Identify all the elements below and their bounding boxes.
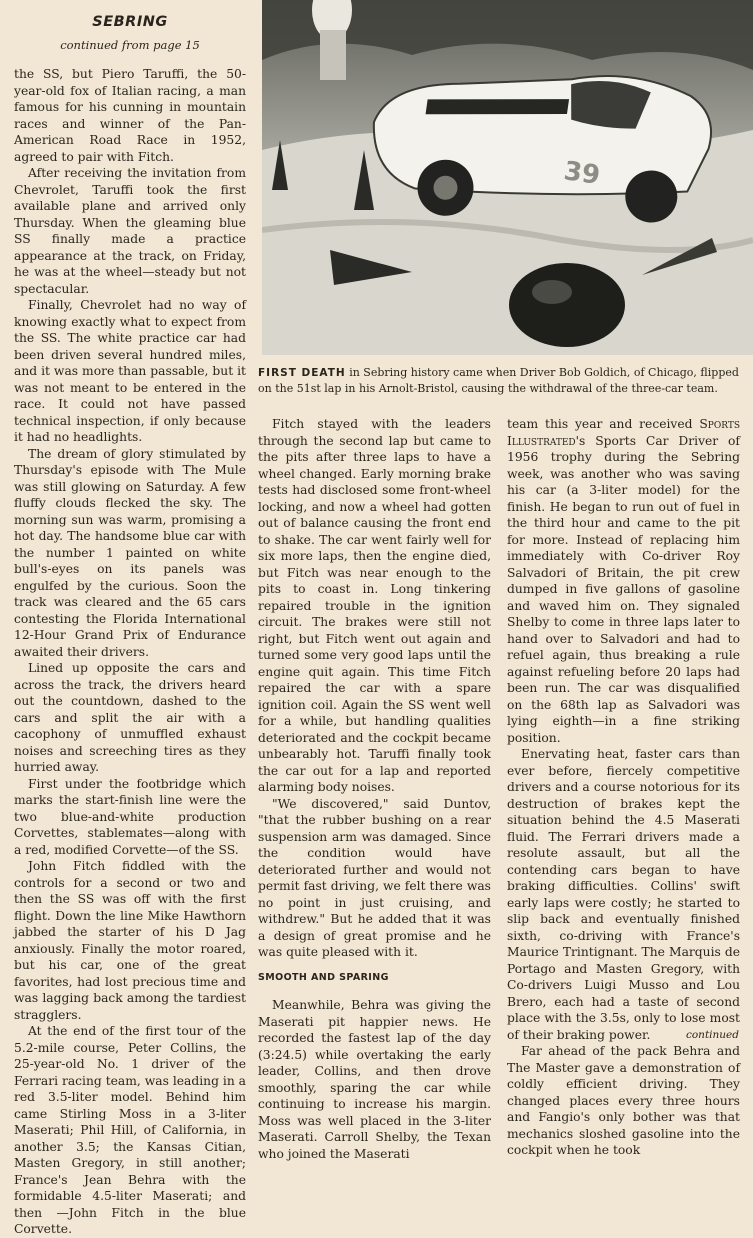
paragraph: After receiving the invitation from Chevrolet, Taruffi took the first available plane and arrived only Thursday. When the gleaming blue SS finally made a practice appearance at the track, on Friday, he was at the wheel—steady but not spectacular. <box>14 166 246 296</box>
paragraph: Finally, Chevrolet had no way of knowing exactly what to expect from the SS. The white practice car had been driven several hundred miles, and it was more than passable, but it was not meant to be entered in the race. It could not have passed technical inspection, if only because it had no headlights. <box>14 298 246 444</box>
paragraph <box>507 416 740 746</box>
photo-caption <box>258 365 746 396</box>
continued-line: continued <box>685 1029 739 1041</box>
paragraph: Fitch stayed with the leaders through the second lap but came to the pits after three laps to have a wheel changed. Early morning brake tests had disclosed some front-wheel locking, and now a wheel had gotten out of balance causing the front end to shake. The car went fairly well for six more laps, then the engine died, but Fitch was near enough to the pits to coast in. Long tinkering repaired trouble in the ignition circuit. The brakes were still not right, but Fitch went out again and turned some very good laps until the engine quit again. This time Fitch repaired the car with a spare ignition coil. Again the SS went well for a while, but handling qualities deteriorated and the cockpit became unbearably hot. Taruffi finally took the car out for a lap and reported alarming body noises. <box>258 417 491 794</box>
crash-photo-illustration <box>262 0 753 355</box>
paragraph: the SS, but Piero Taruffi, the 50-year-old fox of Italian racing, a man famous for his cunning in mountain races and winner of the Pan-American Road Race in 1952, agreed to pair with Fitch. <box>14 67 246 164</box>
paragraph: The dream of glory stimulated by Thursday's episode with The Mule was still glowing on Saturday. A few fluffy clouds flecked the sky. The morning sun was warm, promising a hot day. The handsome blue car with the number 1 painted on white bull's-eyes on its panels was engulfed by the curious. Soon the track was cleared and the 65 cars contesting the Florida International 12-Hour Grand Prix of Endurance awaited their drivers. <box>14 446 246 659</box>
caption-lead: FIRST DEATH <box>258 367 346 379</box>
column-1 <box>14 66 246 1238</box>
column-2 <box>258 416 491 1162</box>
crash-photo <box>262 0 753 355</box>
paragraph: Enervating heat, faster cars than ever before, fiercely competitive drivers and a course notorious for its destruction of brakes kept the situation behind the 4.5 Maserati fluid. The Ferrari drivers made a resolute assault, but all the contending cars began to have braking difficulties. Collins' swift early laps were costly; he started to slip back and eventually finished sixth, co-driving with France's Maurice Trintignant. The Marquis de Portago and Masten Gregory, with Co-drivers Luigi Musso and Lou Brero, each had a taste of second place with the 3.5s, only to lose most of their braking power. <box>507 747 740 1042</box>
paragraph: Meanwhile, Behra was giving the Maserati pit happier news. He recorded the fastest lap of the day (3:24.5) while overtaking the early leader, Collins, and then drove smoothly, sparing the car while continuing to increase his margin. Moss was well placed in the 3-liter Maserati. Carroll Shelby, the Texan who joined the Maserati <box>258 998 491 1161</box>
continued-from-line: continued from page 15 <box>60 38 200 52</box>
paragraph: First under the footbridge which marks the start-finish line were the two blue-and-white production Corvettes, stablemates—along with a red, modified Corvette—of the SS. <box>14 776 246 857</box>
paragraph: "We discovered," said Duntov, "that the rubber bushing on a rear suspension arm was damaged. Since the condition would have deteriorated further and would not permit fast driving, we felt there was no point in just cruising, and withdrew." But he added that it was a design of great promise and he was quite pleased with it. <box>258 796 491 959</box>
subheading: SMOOTH AND SPARING <box>258 971 389 983</box>
paragraph-rest: 's Sports Car Driver of 1956 trophy during the Sebring week, was another who was saving his car (a 3-liter model) for the finish. He began to run out of fuel in the third hour and came to the pit for more. Instead of replacing him immediately with Co-driver Roy Salvadori of Britain, the pit crew dumped in five gallons of gasoline and waved him on. They signaled Shelby to come in three laps later to hand over to Salvadori and had to refuel again, thus breaking a rule against refueling before 20 laps had been run. The car was disqualified on the 68th lap as Salvadori was lying eighth—in a fine striking position. <box>507 433 740 745</box>
section-kicker: SEBRING <box>92 14 168 30</box>
paragraph: Lined up opposite the cars and across the track, the drivers heard out the countdown, dashed to the cars and split the air with a cacophony of unmuffled exhaust noises and screeching tires as they hurried away. <box>14 661 246 774</box>
column-3 <box>507 416 740 1159</box>
paragraph: John Fitch fiddled with the controls for a second or two and then the SS was off with the first flight. Down the line Mike Hawthorn jabbed the starter of his D Jag anxiously. Finally the motor roared, but his car, one of the great favorites, had lost precious time and was lagging back among the tardiest stragglers. <box>14 859 246 1022</box>
paragraph: Far ahead of the pack Behra and The Master gave a demonstration of coldly efficient driving. They changed places every three hours and Fangio's only bother was that mechanics sloshed gasoline into the cockpit when he took <box>507 1044 740 1157</box>
paragraph: At the end of the first tour of the 5.2-mile course, Peter Collins, the 25-year-old No. 1 driver of the Ferrari racing team, was leading in a red 3.5-liter model. Behind him came Stirling Moss in a 3-liter Maserati; Phil Hill, of California, in another 3.5; the Kansas Citian, Masten Gregory, in still another; France's Jean Behra with the formidable 4.5-liter Maserati; and then —John Fitch in the blue Corvette. <box>14 1024 246 1236</box>
caption-text: in Sebring history came when Driver Bob Goldich, of Chicago, flipped on the 51st lap in his Arnolt-Bristol, causing the withdrawal of the three-car team. <box>258 366 739 395</box>
paragraph-start: team this year and received <box>507 417 700 431</box>
magazine-name: Sports Illustrated <box>507 417 740 448</box>
car-number: 39 <box>561 156 602 191</box>
